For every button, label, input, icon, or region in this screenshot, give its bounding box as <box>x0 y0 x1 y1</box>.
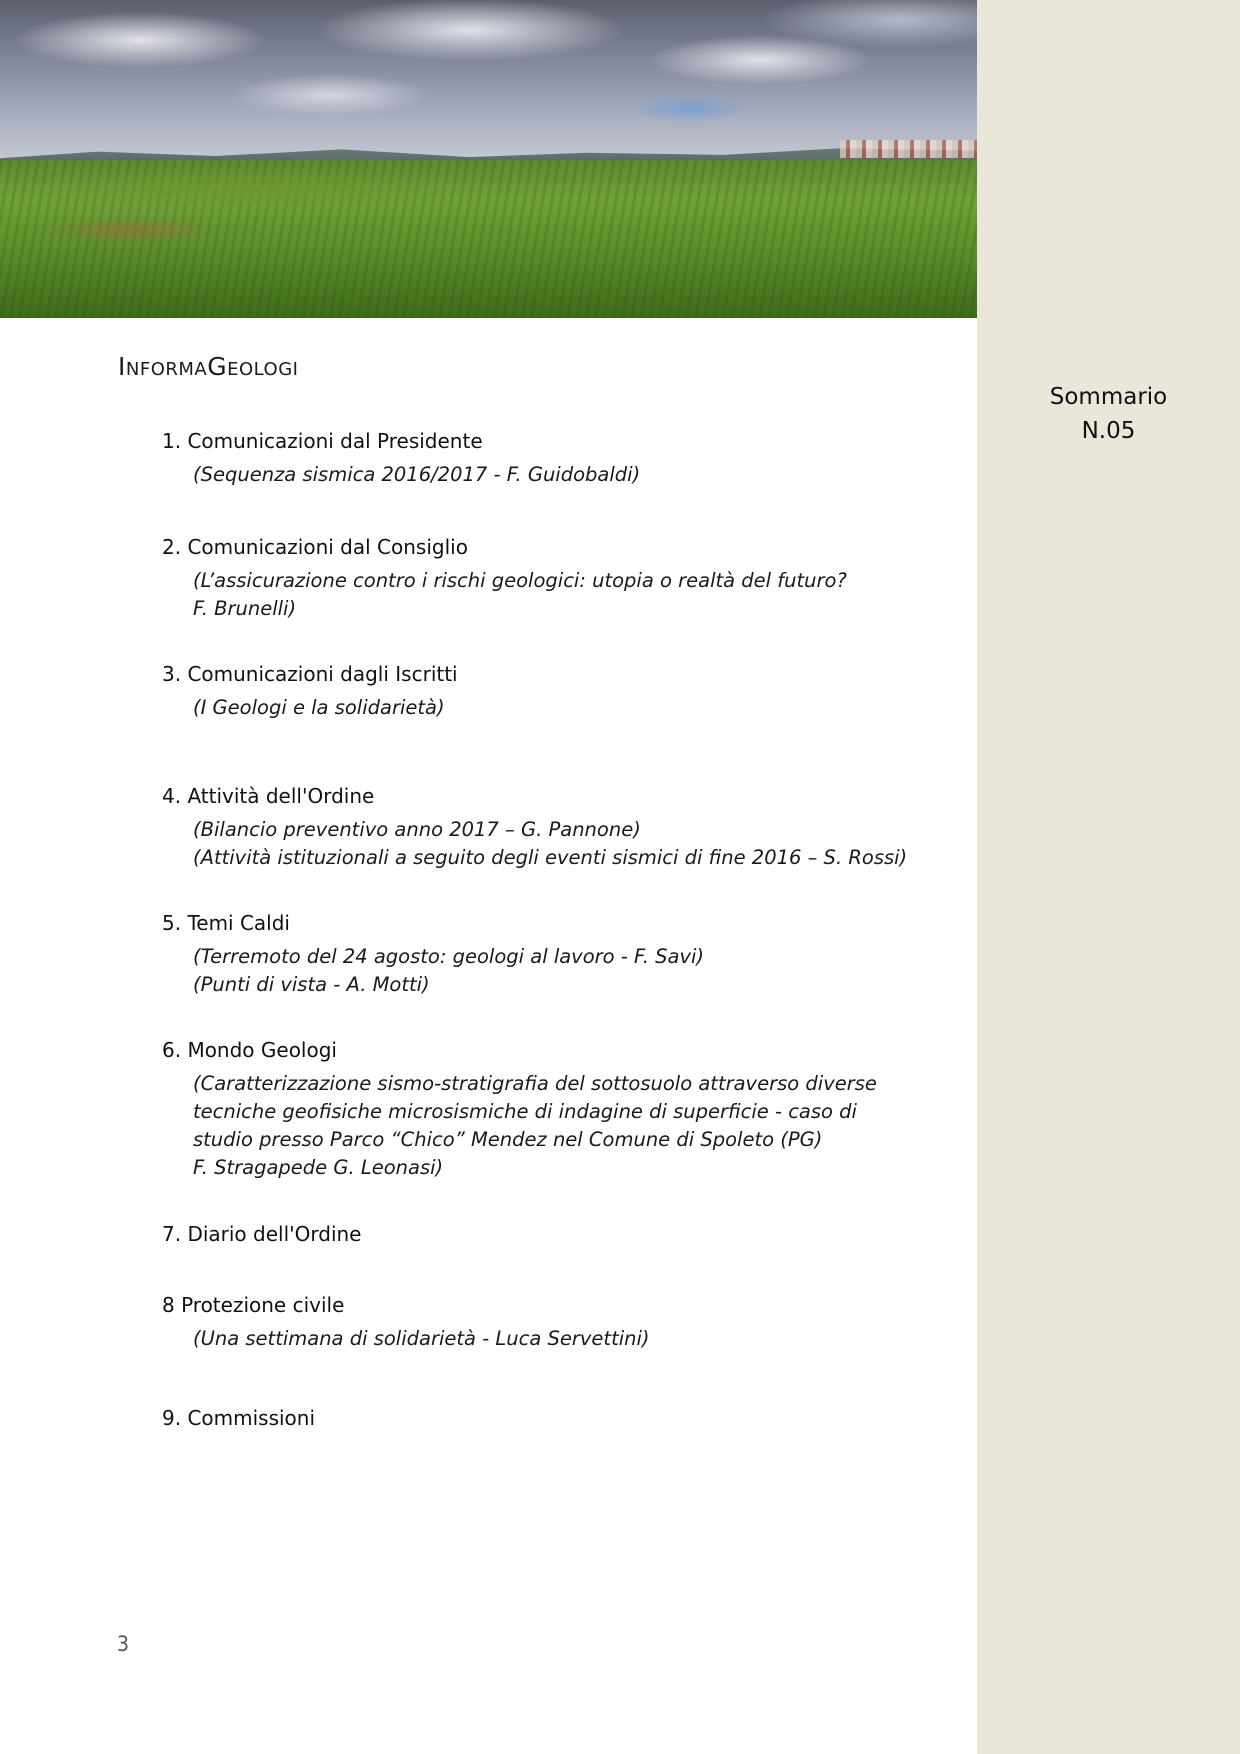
toc-item-8 <box>162 1291 650 1353</box>
toc-subtitle-line: (Punti di vista - A. Motti) <box>193 973 430 996</box>
toc-subtitle-line: (Terremoto del 24 agosto: geologi al lavoro - F. Savi) <box>193 945 705 968</box>
sidebar-title-line2: N.05 <box>1081 418 1136 444</box>
toc-item-3 <box>162 660 458 722</box>
toc-subtitle-line: (Bilancio preventivo anno 2017 – G. Pannone) <box>193 818 641 841</box>
toc-item-2 <box>162 533 847 623</box>
toc-heading: 3. Comunicazioni dagli Iscritti <box>162 662 458 686</box>
toc-heading: 8 Protezione civile <box>162 1293 345 1317</box>
masthead-initial-2: G <box>207 352 228 381</box>
toc-subtitle <box>193 1325 650 1353</box>
sidebar-title-line1: Sommario <box>1049 384 1168 410</box>
toc-subtitle <box>193 1070 877 1182</box>
green-fields <box>0 160 977 318</box>
toc-item-4 <box>162 782 907 872</box>
toc-subtitle <box>193 943 704 999</box>
toc-subtitle-line: (Caratterizzazione sismo-stratigrafia del sottosuolo attraverso diverse <box>193 1072 877 1095</box>
toc-item-9 <box>162 1404 315 1432</box>
toc-heading: 1. Comunicazioni dal Presidente <box>162 429 483 453</box>
toc-subtitle-line: tecniche geofisiche microsismiche di indagine di superficie - caso di <box>193 1100 857 1123</box>
page-number: 3 <box>117 1632 130 1656</box>
masthead <box>118 352 298 381</box>
toc-heading: 6. Mondo Geologi <box>162 1038 337 1062</box>
toc-subtitle-line: (I Geologi e la solidarietà) <box>193 696 445 719</box>
sidebar-title <box>977 380 1240 448</box>
toc-subtitle-line: (Una settimana di solidarietà - Luca Servettini) <box>193 1327 650 1350</box>
toc-subtitle <box>193 694 458 722</box>
toc-subtitle-line: (Attività istituzionali a seguito degli eventi sismici di fine 2016 – S. Rossi) <box>193 846 908 869</box>
toc-heading: 7. Diario dell'Ordine <box>162 1222 362 1246</box>
toc-item-7 <box>162 1220 361 1248</box>
toc-item-6 <box>162 1036 877 1182</box>
toc-subtitle <box>193 567 847 623</box>
toc-heading: 2. Comunicazioni dal Consiglio <box>162 535 468 559</box>
toc-subtitle-line: studio presso Parco “Chico” Mendez nel Comune di Spoleto (PG) <box>193 1128 823 1151</box>
toc-heading: 5. Temi Caldi <box>162 911 290 935</box>
header-landscape-photo <box>0 0 977 318</box>
toc-subtitle-line: F. Brunelli) <box>193 597 297 620</box>
toc-item-1 <box>162 427 640 489</box>
distant-village <box>840 140 977 158</box>
toc-subtitle-line: (L’assicurazione contro i rischi geologici: utopia o realtà del futuro? <box>193 569 847 592</box>
right-sidebar <box>977 0 1240 1754</box>
masthead-initial-1: I <box>118 352 126 381</box>
toc-heading: 9. Commissioni <box>162 1406 316 1430</box>
toc-subtitle <box>193 816 907 872</box>
cloudy-sky <box>0 0 977 158</box>
toc-subtitle-line: (Sequenza sismica 2016/2017 - F. Guidobaldi) <box>193 463 641 486</box>
masthead-rest-2: EOLOGI <box>227 359 299 380</box>
toc-subtitle-line: F. Stragapede G. Leonasi) <box>193 1156 444 1179</box>
masthead-rest-1: NFORMA <box>125 359 208 380</box>
toc-heading: 4. Attività dell'Ordine <box>162 784 375 808</box>
toc-item-5 <box>162 909 704 999</box>
toc-subtitle <box>193 461 640 489</box>
